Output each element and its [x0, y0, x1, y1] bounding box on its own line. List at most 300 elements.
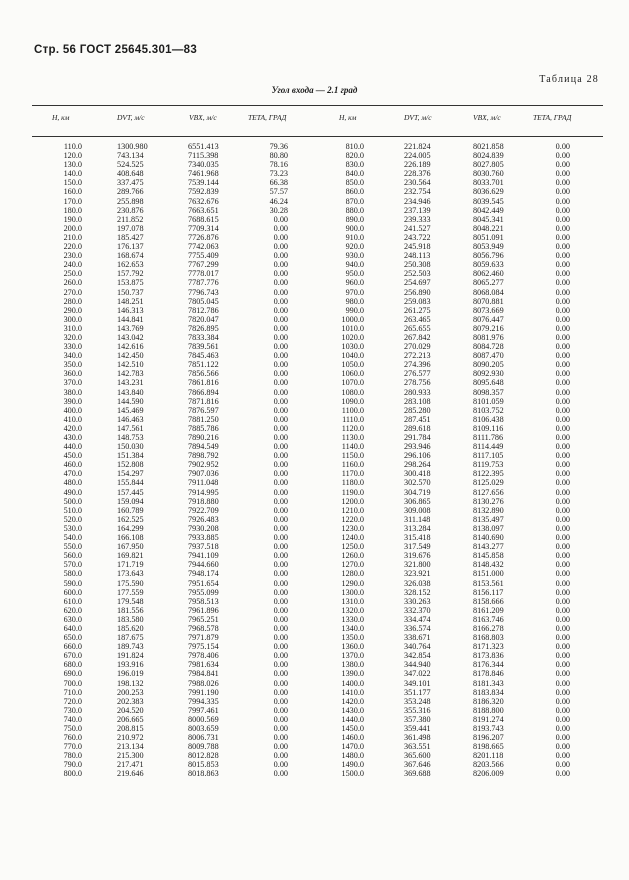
table-cell: 0.00 — [273, 360, 288, 370]
table-cell: 357.380 — [404, 714, 431, 724]
col-header-h-left: H, км — [52, 113, 70, 122]
table-cell: 0.00 — [555, 242, 570, 252]
table-cell: 8095.648 — [473, 378, 504, 388]
table-cell: 8183.834 — [473, 687, 504, 697]
table-cell: 7861.816 — [188, 378, 219, 388]
table-cell: 221.824 — [404, 142, 431, 151]
table-cell: 0.00 — [555, 514, 570, 524]
table-cell: 810.0 — [345, 142, 364, 151]
table-cell: 293.946 — [404, 442, 431, 452]
table-cell: 8059.633 — [473, 260, 504, 270]
table-cell: 8168.803 — [473, 633, 504, 643]
table-cell: 0.00 — [273, 305, 288, 315]
table-cell: 300.0 — [63, 314, 82, 324]
table-cell: 8042.449 — [473, 205, 504, 215]
table-cell: 8117.105 — [473, 451, 504, 461]
header-bottom-rule — [32, 136, 603, 137]
table-cell: 8158.666 — [473, 596, 504, 606]
table-cell: 311.148 — [404, 514, 431, 524]
table-cell: 8186.320 — [473, 696, 504, 706]
table-cell: 0.00 — [555, 169, 570, 179]
table-cell: 390.0 — [63, 396, 82, 406]
table-cell: 0.00 — [273, 633, 288, 643]
table-label: Таблица 28 — [539, 74, 599, 85]
table-cell: 319.676 — [404, 551, 431, 561]
table-cell: 8084.728 — [473, 342, 504, 352]
table-cell: 154.297 — [117, 469, 144, 479]
table-cell: 8006.731 — [188, 733, 219, 743]
col-teta-left — [248, 142, 288, 779]
table-cell: 8166.278 — [473, 623, 504, 633]
table-cell: 1410.0 — [341, 687, 364, 697]
table-cell: 990.0 — [345, 305, 364, 315]
table-cell: 143.231 — [117, 378, 144, 388]
table-cell: 66.38 — [269, 178, 288, 188]
table-cell: 0.00 — [273, 514, 288, 524]
table-cell: 850.0 — [345, 178, 364, 188]
table-cell: 151.384 — [117, 451, 144, 461]
table-cell: 351.177 — [404, 687, 431, 697]
table-cell: 7961.896 — [188, 605, 219, 615]
table-cell: 1330.0 — [341, 614, 364, 624]
table-cell: 8036.629 — [473, 187, 504, 197]
table-cell: 920.0 — [345, 242, 364, 252]
table-cell: 255.898 — [117, 196, 144, 206]
table-cell: 7991.190 — [188, 687, 219, 697]
table-cell: 8106.438 — [473, 414, 504, 424]
table-cell: 0.00 — [273, 742, 288, 752]
table-cell: 650.0 — [63, 633, 82, 643]
table-cell: 980.0 — [345, 296, 364, 306]
table-cell: 1490.0 — [341, 760, 364, 770]
table-cell: 196.019 — [117, 669, 144, 679]
table-cell: 0.00 — [555, 569, 570, 579]
table-cell: 0.00 — [273, 687, 288, 697]
table-cell: 1240.0 — [341, 533, 364, 543]
table-cell: 0.00 — [555, 387, 570, 397]
table-cell: 290.0 — [63, 305, 82, 315]
table-cell: 7833.384 — [188, 332, 219, 342]
table-cell: 0.00 — [555, 305, 570, 315]
table-cell: 0.00 — [555, 669, 570, 679]
table-cell: 334.474 — [404, 614, 431, 624]
table-cell: 560.0 — [63, 551, 82, 561]
table-cell: 1470.0 — [341, 742, 364, 752]
table-cell: 160.789 — [117, 505, 144, 515]
table-cell: 7767.299 — [188, 260, 219, 270]
table-cell: 0.00 — [555, 578, 570, 588]
table-cell: 970.0 — [345, 287, 364, 297]
table-cell: 241.527 — [404, 223, 431, 233]
table-cell: 8156.117 — [473, 587, 504, 597]
table-cell: 344.940 — [404, 660, 431, 670]
table-cell: 336.574 — [404, 623, 431, 633]
table-cell: 0.00 — [273, 442, 288, 452]
table-cell: 7787.776 — [188, 278, 219, 288]
table-cell: 7115.398 — [188, 151, 219, 161]
table-subtitle: Угол входа — 2.1 град — [271, 85, 358, 95]
table-cell: 153.875 — [117, 278, 144, 288]
table-cell: 162.525 — [117, 514, 144, 524]
table-cell: 8012.828 — [188, 751, 219, 761]
table-cell: 0.00 — [273, 487, 288, 497]
col-vbx-left — [188, 142, 248, 779]
table-cell: 8109.116 — [473, 423, 504, 433]
table-cell: 144.841 — [117, 314, 144, 324]
table-cell: 300.418 — [404, 469, 431, 479]
table-cell: 0.00 — [555, 542, 570, 552]
table-cell: 0.00 — [273, 705, 288, 715]
table-cell: 7978.406 — [188, 651, 219, 661]
table-cell: 0.00 — [555, 342, 570, 352]
table-cell: 78.16 — [269, 160, 288, 170]
table-cell: 0.00 — [555, 760, 570, 770]
table-cell: 0.00 — [273, 278, 288, 288]
table-cell: 265.655 — [404, 323, 431, 333]
table-cell: 8132.890 — [473, 505, 504, 515]
table-cell: 291.784 — [404, 433, 431, 442]
table-cell: 0.00 — [555, 433, 570, 442]
table-cell: 259.083 — [404, 296, 431, 306]
table-cell: 146.463 — [117, 414, 144, 424]
table-cell: 213.134 — [117, 742, 144, 752]
table-cell: 254.697 — [404, 278, 431, 288]
table-cell: 0.00 — [555, 323, 570, 333]
table-cell: 237.139 — [404, 205, 431, 215]
table-cell: 0.00 — [273, 542, 288, 552]
table-cell: 0.00 — [555, 260, 570, 270]
table-cell: 1500.0 — [341, 769, 364, 779]
table-cell: 256.890 — [404, 287, 431, 297]
table-cell: 202.383 — [117, 696, 144, 706]
table-cell: 79.36 — [269, 142, 288, 151]
table-cell: 880.0 — [345, 205, 364, 215]
table-cell: 1440.0 — [341, 714, 364, 724]
table-cell: 610.0 — [63, 596, 82, 606]
table-cell: 144.590 — [117, 396, 144, 406]
table-cell: 0.00 — [273, 605, 288, 615]
table-cell: 0.00 — [555, 296, 570, 306]
table-cell: 239.333 — [404, 214, 431, 224]
table-cell: 0.00 — [273, 287, 288, 297]
table-cell: 73.23 — [269, 169, 288, 179]
table-cell: 0.00 — [555, 769, 570, 779]
table-cell: 276.577 — [404, 369, 431, 379]
table-cell: 232.754 — [404, 187, 431, 197]
table-cell: 1480.0 — [341, 751, 364, 761]
table-cell: 520.0 — [63, 514, 82, 524]
table-cell: 0.00 — [555, 623, 570, 633]
table-cell: 1200.0 — [341, 496, 364, 506]
table-cell: 7955.099 — [188, 587, 219, 597]
table-cell: 164.299 — [117, 523, 144, 533]
table-cell: 80.80 — [269, 151, 288, 161]
table-cell: 8140.690 — [473, 533, 504, 543]
table-cell: 8143.277 — [473, 542, 504, 552]
table-cell: 740.0 — [63, 714, 82, 724]
table-cell: 166.108 — [117, 533, 144, 543]
table-cell: 0.00 — [273, 596, 288, 606]
col-h-left — [40, 142, 82, 779]
table-cell: 1040.0 — [341, 351, 364, 361]
table-cell: 185.620 — [117, 623, 144, 633]
table-cell: 8087.470 — [473, 351, 504, 361]
table-cell: 8201.118 — [473, 751, 504, 761]
table-cell: 7592.839 — [188, 187, 219, 197]
table-cell: 210.972 — [117, 733, 144, 743]
table-cell: 8191.274 — [473, 714, 504, 724]
table-cell: 7926.483 — [188, 514, 219, 524]
table-cell: 159.094 — [117, 496, 144, 506]
table-cell: 0.00 — [555, 460, 570, 470]
table-cell: 7898.792 — [188, 451, 219, 461]
table-cell: 900.0 — [345, 223, 364, 233]
table-cell: 7958.513 — [188, 596, 219, 606]
table-cell: 1180.0 — [341, 478, 364, 488]
table-cell: 0.00 — [555, 351, 570, 361]
table-cell: 0.00 — [273, 724, 288, 733]
table-cell: 142.510 — [117, 360, 144, 370]
table-cell: 0.00 — [555, 396, 570, 406]
table-cell: 1050.0 — [341, 360, 364, 370]
table-cell: 0.00 — [273, 423, 288, 433]
table-cell: 7876.597 — [188, 405, 219, 415]
table-cell: 285.280 — [404, 405, 431, 415]
table-cell: 960.0 — [345, 278, 364, 288]
table-cell: 0.00 — [273, 414, 288, 424]
table-cell: 0.00 — [555, 405, 570, 415]
table-cell: 7812.786 — [188, 305, 219, 315]
table-cell: 175.590 — [117, 578, 144, 588]
table-cell: 420.0 — [63, 423, 82, 433]
table-cell: 310.0 — [63, 323, 82, 333]
table-cell: 930.0 — [345, 251, 364, 261]
table-cell: 8153.561 — [473, 578, 504, 588]
table-cell: 7918.880 — [188, 496, 219, 506]
table-cell: 215.300 — [117, 751, 144, 761]
col-header-dvt-left: DVT, м/с — [117, 113, 145, 122]
table-cell: 8056.796 — [473, 251, 504, 261]
table-cell: 1450.0 — [341, 724, 364, 733]
col-header-teta-left: ТЕТА, ГРАД — [248, 113, 287, 122]
table-cell: 8127.656 — [473, 487, 504, 497]
table-cell: 0.00 — [555, 423, 570, 433]
table-cell: 353.248 — [404, 696, 431, 706]
table-cell: 8090.205 — [473, 360, 504, 370]
table-cell: 1270.0 — [341, 560, 364, 570]
table-cell: 7726.876 — [188, 232, 219, 242]
table-cell: 0.00 — [555, 187, 570, 197]
table-cell: 8092.930 — [473, 369, 504, 379]
table-cell: 8068.084 — [473, 287, 504, 297]
table-cell: 350.0 — [63, 360, 82, 370]
table-cell: 7988.026 — [188, 678, 219, 688]
table-cell: 0.00 — [273, 396, 288, 406]
table-cell: 620.0 — [63, 605, 82, 615]
table-cell: 0.00 — [273, 251, 288, 261]
table-cell: 219.646 — [117, 769, 144, 779]
table-cell: 173.643 — [117, 569, 144, 579]
table-cell: 359.441 — [404, 724, 431, 733]
table-cell: 0.00 — [555, 587, 570, 597]
table-cell: 0.00 — [273, 351, 288, 361]
table-cell: 140.0 — [63, 169, 82, 179]
table-cell: 230.876 — [117, 205, 144, 215]
table-cell: 1400.0 — [341, 678, 364, 688]
table-cell: 0.00 — [555, 605, 570, 615]
table-cell: 8033.701 — [473, 178, 504, 188]
table-cell: 7922.709 — [188, 505, 219, 515]
table-cell: 7340.035 — [188, 160, 219, 170]
table-cell: 408.648 — [117, 169, 144, 179]
table-cell: 700.0 — [63, 678, 82, 688]
table-cell: 150.737 — [117, 287, 144, 297]
table-cell: 7851.122 — [188, 360, 219, 370]
table-cell: 590.0 — [63, 578, 82, 588]
page-header: Стр. 56 ГОСТ 25645.301—83 — [34, 44, 198, 56]
table-cell: 8193.743 — [473, 724, 504, 733]
table-cell: 261.275 — [404, 305, 431, 315]
table-cell: 8130.276 — [473, 496, 504, 506]
table-cell: 0.00 — [273, 751, 288, 761]
table-cell: 8039.545 — [473, 196, 504, 206]
table-cell: 270.0 — [63, 287, 82, 297]
table-cell: 228.376 — [404, 169, 431, 179]
table-cell: 8135.497 — [473, 514, 504, 524]
table-cell: 890.0 — [345, 214, 364, 224]
table-cell: 7778.017 — [188, 269, 219, 279]
table-cell: 940.0 — [345, 260, 364, 270]
table-cell: 8173.836 — [473, 651, 504, 661]
table-cell: 177.559 — [117, 587, 144, 597]
table-cell: 7968.578 — [188, 623, 219, 633]
table-cell: 8181.343 — [473, 678, 504, 688]
table-cell: 280.933 — [404, 387, 431, 397]
table-cell: 0.00 — [273, 387, 288, 397]
table-cell: 0.00 — [273, 232, 288, 242]
table-cell: 57.57 — [269, 187, 288, 197]
table-cell: 410.0 — [63, 414, 82, 424]
table-cell: 8206.009 — [473, 769, 504, 779]
table-cell: 200.0 — [63, 223, 82, 233]
table-cell: 8145.858 — [473, 551, 504, 561]
table-cell: 640.0 — [63, 623, 82, 633]
table-cell: 1280.0 — [341, 569, 364, 579]
table-cell: 1390.0 — [341, 669, 364, 679]
table-cell: 8030.760 — [473, 169, 504, 179]
table-cell: 0.00 — [273, 623, 288, 633]
table-cell: 8122.395 — [473, 469, 504, 479]
table-cell: 1130.0 — [341, 433, 364, 442]
table-cell: 0.00 — [555, 487, 570, 497]
table-cell: 7461.968 — [188, 169, 219, 179]
table-cell: 7933.885 — [188, 533, 219, 543]
table-cell: 8178.846 — [473, 669, 504, 679]
table-cell: 1010.0 — [341, 323, 364, 333]
table-cell: 1300.980 — [117, 142, 148, 151]
table-cell: 8027.805 — [473, 160, 504, 170]
table-cell: 332.370 — [404, 605, 431, 615]
table-cell: 7796.743 — [188, 287, 219, 297]
table-cell: 1090.0 — [341, 396, 364, 406]
table-cell: 0.00 — [555, 278, 570, 288]
table-cell: 157.445 — [117, 487, 144, 497]
table-cell: 0.00 — [555, 442, 570, 452]
table-cell: 330.263 — [404, 596, 431, 606]
table-cell: 730.0 — [63, 705, 82, 715]
table-cell: 304.719 — [404, 487, 431, 497]
table-cell: 540.0 — [63, 533, 82, 543]
table-cell: 570.0 — [63, 560, 82, 570]
table-cell: 400.0 — [63, 405, 82, 415]
table-cell: 0.00 — [555, 142, 570, 151]
table-cell: 8203.566 — [473, 760, 504, 770]
table-cell: 8053.949 — [473, 242, 504, 252]
table-cell: 0.00 — [555, 714, 570, 724]
table-cell: 230.0 — [63, 251, 82, 261]
table-cell: 0.00 — [555, 724, 570, 733]
table-cell: 0.00 — [273, 714, 288, 724]
table-cell: 0.00 — [555, 287, 570, 297]
table-cell: 8148.432 — [473, 560, 504, 570]
table-cell: 145.469 — [117, 405, 144, 415]
table-cell: 208.815 — [117, 724, 144, 733]
table-cell: 0.00 — [555, 678, 570, 688]
table-cell: 7866.894 — [188, 387, 219, 397]
table-cell: 7826.895 — [188, 323, 219, 333]
table-cell: 240.0 — [63, 260, 82, 270]
col-header-h-right: H, км — [339, 113, 357, 122]
table-cell: 1160.0 — [341, 460, 364, 470]
table-cell: 8051.091 — [473, 232, 504, 242]
table-cell: 7845.463 — [188, 351, 219, 361]
table-cell: 743.134 — [117, 151, 144, 161]
table-cell: 0.00 — [273, 242, 288, 252]
table-cell: 143.042 — [117, 332, 144, 342]
table-cell: 0.00 — [273, 342, 288, 352]
table-cell: 0.00 — [273, 323, 288, 333]
table-cell: 7894.549 — [188, 442, 219, 452]
table-cell: 360.0 — [63, 369, 82, 379]
table-cell: 1060.0 — [341, 369, 364, 379]
table-cell: 252.503 — [404, 269, 431, 279]
table-cell: 1080.0 — [341, 387, 364, 397]
table-cell: 480.0 — [63, 478, 82, 488]
table-cell: 0.00 — [273, 614, 288, 624]
table-cell: 0.00 — [555, 478, 570, 488]
table-cell: 198.132 — [117, 678, 144, 688]
table-cell: 1290.0 — [341, 578, 364, 588]
table-cell: 550.0 — [63, 542, 82, 552]
table-cell: 750.0 — [63, 724, 82, 733]
table-cell: 8119.753 — [473, 460, 504, 470]
table-cell: 1020.0 — [341, 332, 364, 342]
table-cell: 234.946 — [404, 196, 431, 206]
table-cell: 7871.816 — [188, 396, 219, 406]
table-cell: 143.769 — [117, 323, 144, 333]
table-cell: 8018.863 — [188, 769, 219, 779]
table-cell: 181.556 — [117, 605, 144, 615]
table-cell: 321.800 — [404, 560, 431, 570]
table-cell: 206.665 — [117, 714, 144, 724]
table-cell: 1210.0 — [341, 505, 364, 515]
table-cell: 289.766 — [117, 187, 144, 197]
table-cell: 220.0 — [63, 242, 82, 252]
table-cell: 0.00 — [555, 160, 570, 170]
table-cell: 780.0 — [63, 751, 82, 761]
table-cell: 770.0 — [63, 742, 82, 752]
table-cell: 148.251 — [117, 296, 144, 306]
